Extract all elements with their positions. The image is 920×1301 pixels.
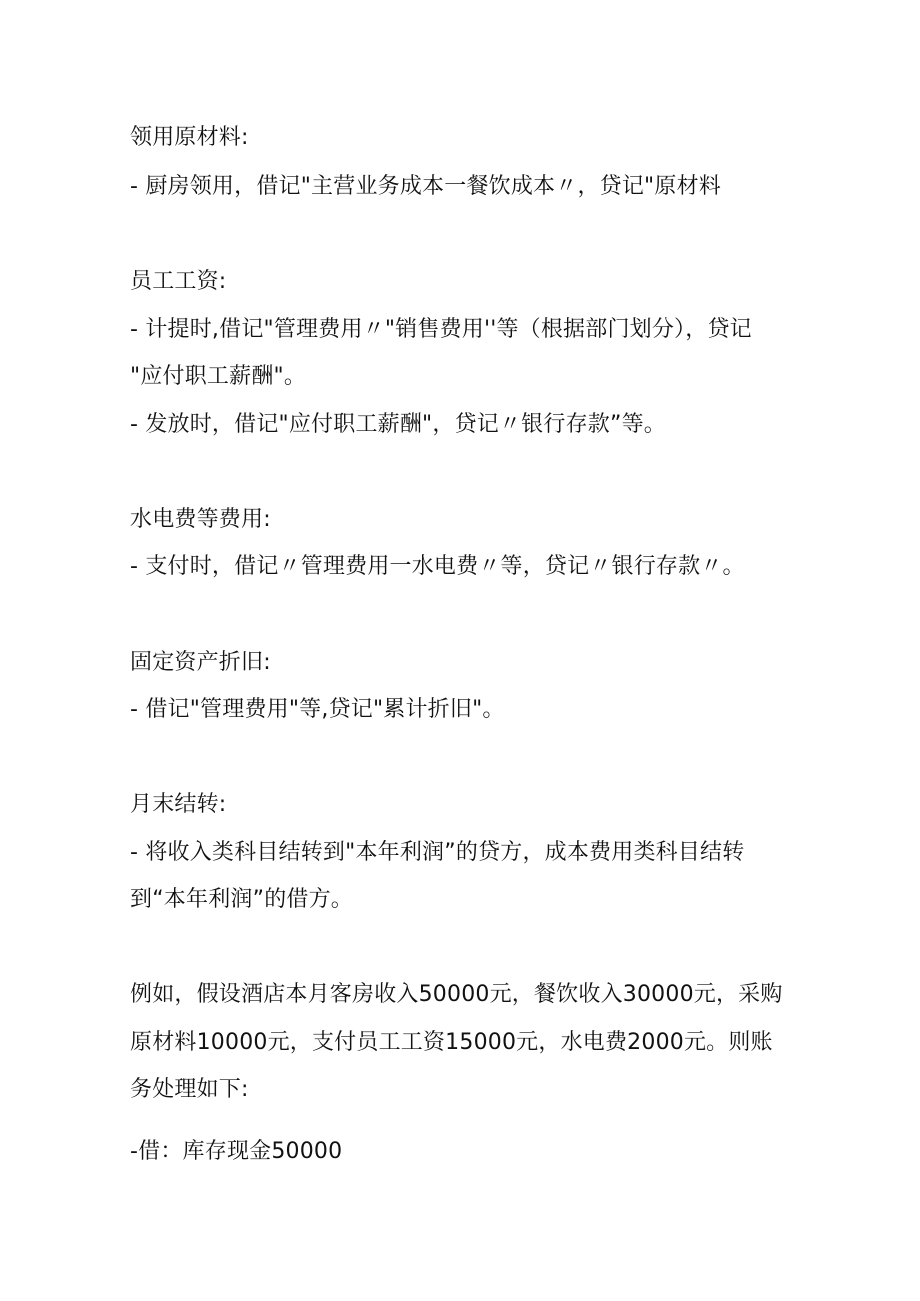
section-heading-utilities: 水电费等费用:	[130, 507, 271, 532]
section-heading-staff-wages: 员工工资:	[130, 269, 227, 294]
section-heading-month-end-closing: 月末结转:	[130, 792, 227, 817]
bullet-kitchen-requisition: - 厨房领用，借记"主营业务成本一餐饮成本〃，贷记"原材料	[130, 174, 721, 199]
bullet-depreciation: - 借记"管理费用"等,贷记"累计折旧"。	[130, 697, 505, 722]
example-paragraph-line-1: 例如，假设酒店本月客房收入50000元，餐饮收入30000元，采购	[130, 982, 783, 1007]
bullet-wage-accrual-continued: "应付职工薪酬"。	[130, 364, 307, 389]
bullet-wage-payment: - 发放时，借记"应付职工薪酬"，贷记〃银行存款”等。	[130, 412, 666, 437]
section-heading-raw-materials: 领用原材料:	[130, 125, 249, 150]
section-heading-depreciation: 固定资产折旧:	[130, 650, 271, 675]
example-paragraph-line-2: 原材料10000元，支付员工工资15000元，水电费2000元。则账	[130, 1030, 773, 1055]
journal-entry-debit-cash: -借：库存现金50000	[130, 1139, 343, 1164]
bullet-wage-accrual: - 计提时,借记"管理费用〃"销售费用''等（根据部门划分），贷记	[130, 317, 752, 342]
example-paragraph-line-3: 务处理如下:	[130, 1077, 249, 1102]
bullet-closing-transfer-continued: 到“本年利润”的借方。	[130, 887, 353, 912]
bullet-utilities-payment: - 支付时，借记〃管理费用一水电费〃等，贷记〃银行存款〃。	[130, 554, 745, 579]
bullet-closing-transfer: - 将收入类科目结转到"本年利润”的贷方，成本费用类科目结转	[130, 840, 745, 865]
